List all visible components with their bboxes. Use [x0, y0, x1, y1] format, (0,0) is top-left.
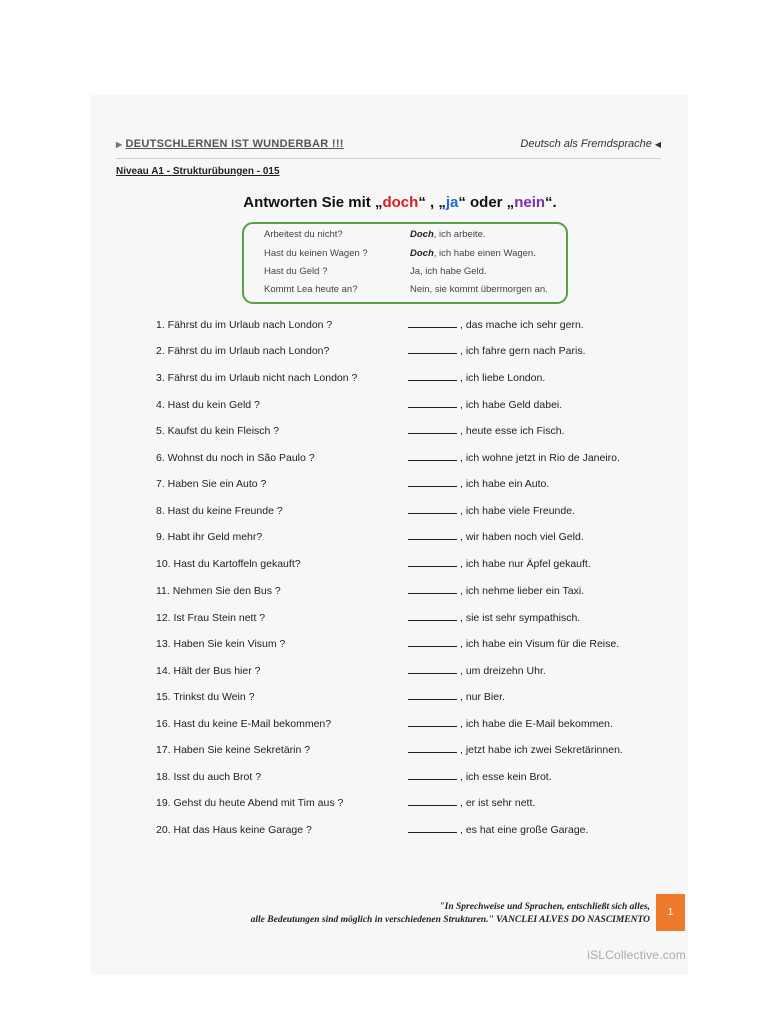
title-ja: ja	[445, 194, 459, 211]
answer-blank[interactable]	[408, 566, 457, 567]
answer-blank[interactable]	[408, 779, 457, 780]
answer-text: , sie ist sehr sympathisch.	[460, 612, 581, 624]
exercise-question: 10. Hast du Kartoffeln gekauft?	[156, 558, 301, 570]
header-right	[520, 138, 661, 150]
exercise-question: 18. Isst du auch Brot ?	[156, 771, 262, 783]
exercise-question: 2. Fährst du im Urlaub nach London?	[156, 345, 330, 357]
answer-text: , heute esse ich Fisch.	[460, 425, 565, 437]
answer-text: , ich habe viele Freunde.	[460, 505, 575, 517]
exercise-answer	[408, 691, 505, 703]
example-answer	[410, 284, 548, 295]
exercise-answer	[408, 505, 575, 517]
quote-line-1: "In Sprechweise und Sprachen, entschließt sich alles,	[439, 902, 650, 912]
exercise-answer	[408, 345, 585, 357]
example-answer	[410, 229, 486, 240]
triangle-left-icon: ◀	[654, 140, 661, 149]
exercise-question: 20. Hat das Haus keine Garage ?	[156, 824, 312, 836]
exercise-question: 19. Gehst du heute Abend mit Tim aus ?	[156, 797, 344, 809]
exercise-answer	[408, 425, 564, 437]
exercise-answer	[408, 797, 535, 809]
example-answer	[410, 248, 536, 259]
answer-blank[interactable]	[408, 593, 457, 594]
answer-blank[interactable]	[408, 327, 457, 328]
answer-text: , ich habe die E-Mail bekommen.	[460, 718, 613, 730]
answer-blank[interactable]	[408, 646, 457, 647]
exercise-answer	[408, 319, 584, 331]
answer-text: , ich wohne jetzt in Rio de Janeiro.	[460, 452, 620, 464]
exercise-title	[0, 194, 768, 211]
answer-text: , ich habe ein Auto.	[460, 478, 550, 490]
exercise-question: 5. Kaufst du kein Fleisch ?	[156, 425, 280, 437]
title-sep-2: “ oder „	[458, 194, 515, 211]
answer-blank[interactable]	[408, 805, 457, 806]
exercise-answer	[408, 824, 588, 836]
example-answer-rest: Nein, sie kommt übermorgen an.	[410, 284, 548, 295]
exercise-answer	[408, 399, 562, 411]
exercise-answer	[408, 612, 580, 624]
answer-blank[interactable]	[408, 460, 457, 461]
answer-text: , ich habe Geld dabei.	[460, 399, 563, 411]
answer-text: , das mache ich sehr gern.	[460, 319, 584, 331]
example-answer-strong: Doch	[410, 229, 434, 240]
triangle-right-icon: ▶	[116, 140, 123, 149]
example-answer-rest: , ich arbeite.	[433, 229, 486, 240]
answer-blank[interactable]	[408, 353, 457, 354]
answer-blank[interactable]	[408, 832, 457, 833]
exercise-answer	[408, 478, 549, 490]
exercise-answer	[408, 585, 584, 597]
exercise-question: 8. Hast du keine Freunde ?	[156, 505, 283, 517]
title-nein: nein	[514, 194, 546, 211]
exercise-question: 1. Fährst du im Urlaub nach London ?	[156, 319, 333, 331]
example-question: Kommt Lea heute an?	[264, 284, 358, 295]
exercise-question: 17. Haben Sie keine Sekretärin ?	[156, 744, 311, 756]
answer-blank[interactable]	[408, 620, 457, 621]
answer-blank[interactable]	[408, 726, 457, 727]
title-doch: doch	[382, 194, 419, 211]
title-sep-1: “ , „	[418, 194, 446, 211]
answer-blank[interactable]	[408, 486, 457, 487]
answer-text: , wir haben noch viel Geld.	[460, 531, 584, 543]
exercise-question: 12. Ist Frau Stein nett ?	[156, 612, 266, 624]
example-question: Arbeitest du nicht?	[264, 229, 343, 240]
exercise-answer	[408, 771, 552, 783]
exercise-answer	[408, 452, 620, 464]
footer-watermark: iSLCollective.com	[587, 948, 686, 962]
answer-blank[interactable]	[408, 673, 457, 674]
exercise-answer	[408, 558, 591, 570]
exercise-question: 15. Trinkst du Wein ?	[156, 691, 255, 703]
exercise-question: 9. Habt ihr Geld mehr?	[156, 531, 263, 543]
example-answer	[410, 266, 487, 277]
answer-text: , ich habe nur Äpfel gekauft.	[460, 558, 591, 570]
example-question: Hast du Geld ?	[264, 266, 328, 277]
exercise-answer	[408, 744, 623, 756]
exercise-question: 14. Hält der Bus hier ?	[156, 665, 261, 677]
title-end: “.	[545, 194, 557, 211]
header-left	[116, 138, 344, 150]
exercise-answer	[408, 718, 613, 730]
exercise-answer	[408, 372, 545, 384]
exercise-question: 13. Haben Sie kein Visum ?	[156, 638, 286, 650]
answer-text: , er ist sehr nett.	[460, 797, 536, 809]
exercise-question: 4. Hast du kein Geld ?	[156, 399, 260, 411]
answer-blank[interactable]	[408, 539, 457, 540]
answer-blank[interactable]	[408, 699, 457, 700]
title-quote-open: „	[374, 194, 383, 211]
quote-line-2: alle Bedeutungen sind möglich in verschiedenen Strukturen." VANCLEI ALVES DO NASCIMENTO	[250, 915, 650, 925]
exercise-question: 7. Haben Sie ein Auto ?	[156, 478, 267, 490]
exercise-answer	[408, 665, 546, 677]
example-answer-rest: Ja, ich habe Geld.	[410, 266, 487, 277]
exercise-answer	[408, 531, 584, 543]
page-number-tab: 1	[656, 894, 685, 931]
exercise-answer	[408, 638, 619, 650]
answer-blank[interactable]	[408, 752, 457, 753]
answer-blank[interactable]	[408, 433, 457, 434]
answer-text: , ich habe ein Visum für die Reise.	[460, 638, 620, 650]
answer-text: , um dreizehn Uhr.	[460, 665, 546, 677]
header-divider	[116, 158, 661, 159]
level-label: Niveau A1 - Strukturübungen - 015	[116, 166, 280, 177]
answer-blank[interactable]	[408, 380, 457, 381]
exercise-question: 6. Wohnst du noch in São Paulo ?	[156, 452, 315, 464]
example-box	[242, 222, 568, 304]
exercise-question: 11. Nehmen Sie den Bus ?	[156, 585, 281, 597]
title-prefix: Antworten Sie mit	[243, 194, 375, 211]
answer-text: , ich esse kein Brot.	[460, 771, 552, 783]
answer-text: , es hat eine große Garage.	[460, 824, 589, 836]
answer-text: , ich fahre gern nach Paris.	[460, 345, 586, 357]
exercise-question: 3. Fährst du im Urlaub nicht nach London ?	[156, 372, 358, 384]
answer-text: , jetzt habe ich zwei Sekretärinnen.	[460, 744, 623, 756]
header-right-text: Deutsch als Fremdsprache	[520, 138, 652, 150]
answer-text: , nur Bier.	[460, 691, 505, 703]
answer-text: , ich liebe London.	[460, 372, 546, 384]
example-answer-strong: Doch	[410, 248, 434, 259]
answer-blank[interactable]	[408, 407, 457, 408]
example-question: Hast du keinen Wagen ?	[264, 248, 368, 259]
header-left-text: DEUTSCHLERNEN IST WUNDERBAR !!!	[125, 138, 344, 150]
answer-text: , ich nehme lieber ein Taxi.	[460, 585, 585, 597]
answer-blank[interactable]	[408, 513, 457, 514]
exercise-question: 16. Hast du keine E-Mail bekommen?	[156, 718, 332, 730]
example-answer-rest: , ich habe einen Wagen.	[433, 248, 536, 259]
